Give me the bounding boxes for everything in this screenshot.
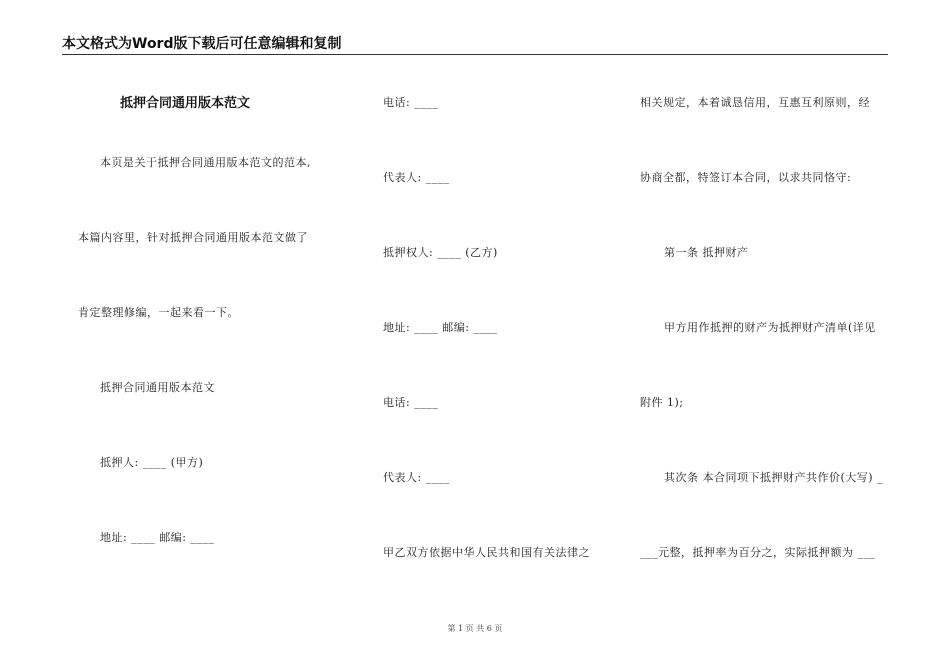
column-right bbox=[620, 0, 910, 672]
document-title: 抵押合同通用版本范文 bbox=[120, 96, 251, 111]
page-header-banner: 本文格式为Word版下载后可任意编辑和复制 bbox=[62, 36, 342, 52]
paragraph-line: 电话: ____ bbox=[383, 396, 439, 409]
paragraph-line: 其次条 本合同项下抵押财产共作价(大写) _ bbox=[664, 471, 884, 484]
paragraph-line: 抵押合同通用版本范文 bbox=[100, 381, 215, 394]
paragraph-line: ___元整，抵押率为百分之，实际抵押额为 ___ bbox=[640, 546, 876, 559]
paragraph-line: 抵押人: ____ (甲方) bbox=[100, 456, 204, 469]
column-left bbox=[0, 0, 340, 672]
paragraph-line: 第一条 抵押财产 bbox=[664, 246, 749, 259]
paragraph-line: 地址: ____ 邮编: ____ bbox=[100, 531, 215, 544]
paragraph-line: 相关规定，本着诚恳信用，互惠互利原则，经 bbox=[640, 96, 870, 109]
paragraph-line: 本篇内容里，针对抵押合同通用版本范文做了 bbox=[78, 231, 308, 244]
paragraph-line: 地址: ____ 邮编: ____ bbox=[383, 321, 498, 334]
paragraph-line: 肯定整理修编，一起来看一下。 bbox=[78, 306, 239, 319]
paragraph-line: 附件 1); bbox=[640, 396, 684, 409]
page-footer: 第 1 页 共 6 页 bbox=[447, 624, 503, 633]
paragraph-line: 本页是关于抵押合同通用版本范文的范本, bbox=[100, 156, 311, 169]
column-middle bbox=[340, 0, 620, 672]
paragraph-line: 代表人: ____ bbox=[383, 471, 450, 484]
paragraph-line: 甲方用作抵押的财产为抵押财产清单(详见 bbox=[664, 321, 876, 334]
paragraph-line: 甲乙双方依据中华人民共和国有关法律之 bbox=[383, 546, 590, 559]
paragraph-line: 抵押权人: ____ (乙方) bbox=[383, 246, 498, 259]
paragraph-line: 电话: ____ bbox=[383, 96, 439, 109]
paragraph-line: 协商全都，特签订本合同，以求共同恪守: bbox=[640, 171, 852, 184]
paragraph-line: 代表人: ____ bbox=[383, 171, 450, 184]
